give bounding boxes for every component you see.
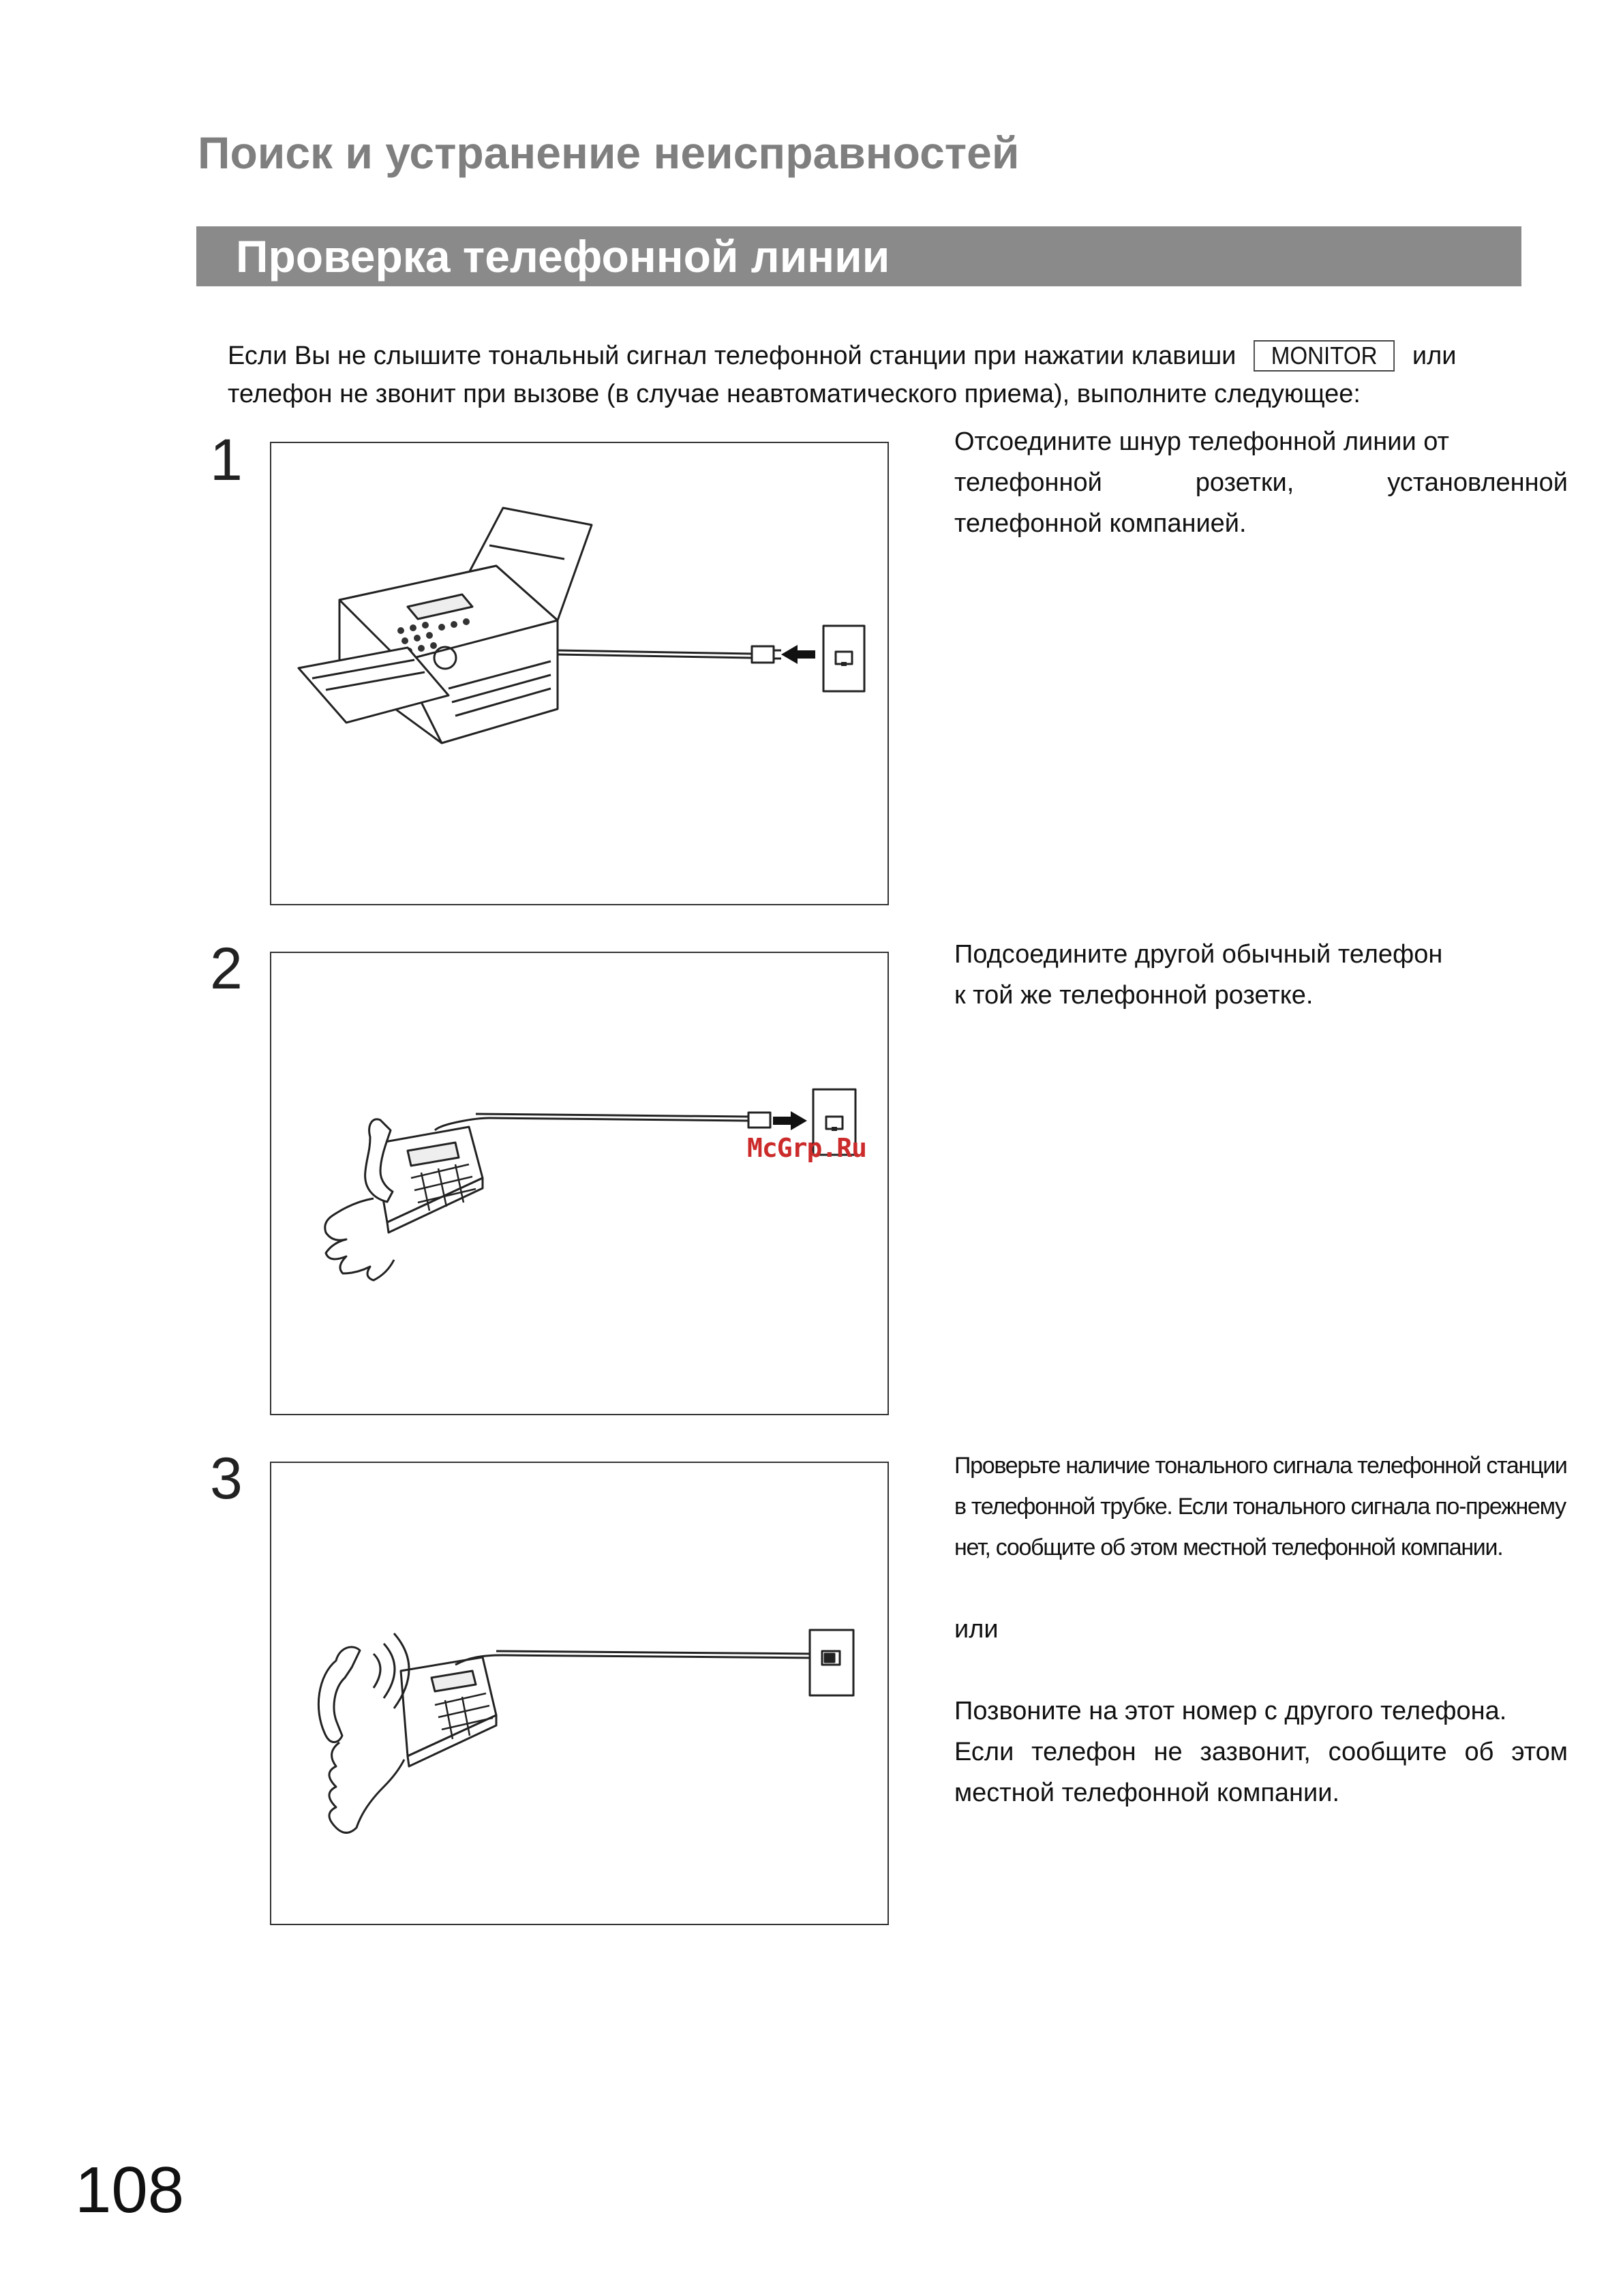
step-2-illustration xyxy=(270,952,889,1415)
step-3-spacer-2 xyxy=(954,1650,1568,1691)
phone-connect-illustration xyxy=(271,953,890,1417)
step-3-description xyxy=(954,1445,1568,1813)
step-1-line-1: Отсоедините шнур телефонной линии от xyxy=(954,427,1449,456)
step-3-line-6: местной телефонной компании. xyxy=(954,1779,1340,1807)
section-title: Проверка телефонной линии xyxy=(236,231,890,282)
step-2-number: 2 xyxy=(210,936,243,1001)
step-2-line-1: Подсоедините другой обычный телефон xyxy=(954,940,1443,969)
intro-text-before-key: Если Вы не слышите тональный сигнал телефонной станции при нажатии клавиши xyxy=(228,342,1237,370)
phone-dialtone-illustration xyxy=(271,1463,890,1927)
step-1-line-3: телефонной компанией. xyxy=(954,509,1247,538)
step-3-or: или xyxy=(954,1615,999,1644)
step-3-number: 3 xyxy=(210,1446,243,1511)
monitor-key: MONITOR xyxy=(1254,340,1395,372)
step-3-spacer xyxy=(954,1568,1568,1609)
chapter-title: Поиск и устранение неисправностей xyxy=(198,127,1020,178)
step-2-line-2: к той же телефонной розетке. xyxy=(954,981,1314,1010)
intro-line-2: телефон не звонит при вызове (в случае неавтоматического приема), выполните следующее: xyxy=(228,380,1361,408)
watermark: McGrp.Ru xyxy=(747,1133,867,1163)
step-3-line-3: нет, сообщите об этом местной телефонной компании. xyxy=(954,1535,1503,1560)
intro-line-1 xyxy=(228,339,1457,372)
step-1-illustration xyxy=(270,442,889,905)
step-1-number: 1 xyxy=(210,427,243,493)
step-3-line-5: Если телефон не зазвонит, сообщите об этом xyxy=(954,1738,1568,1766)
step-3-line-1: Проверьте наличие тонального сигнала телефонной станции xyxy=(954,1453,1567,1479)
step-2-description xyxy=(954,934,1568,1016)
step-3-line-2: в телефонной трубке. Если тонального сигнала по-прежнему xyxy=(954,1494,1566,1520)
step-3-line-4: Позвоните на этот номер с другого телефона. xyxy=(954,1697,1507,1725)
step-3-illustration xyxy=(270,1462,889,1925)
step-1-description xyxy=(954,421,1568,544)
page-number: 108 xyxy=(75,2154,185,2226)
step-1-line-2: телефонной розетки, установленной xyxy=(954,468,1568,497)
intro-text-after-key: или xyxy=(1412,342,1457,370)
section-title-bar xyxy=(196,226,1521,286)
fax-disconnect-illustration xyxy=(271,443,890,907)
